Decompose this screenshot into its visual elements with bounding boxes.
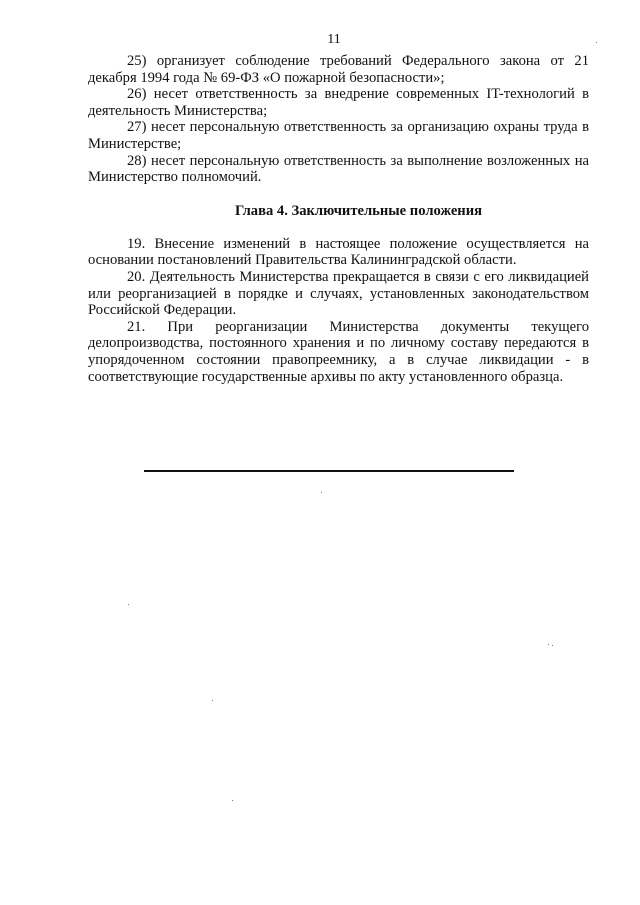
scan-speck bbox=[212, 700, 213, 701]
scan-speck bbox=[232, 800, 233, 801]
chapter-heading: Глава 4. Заключительные положения bbox=[234, 202, 483, 219]
page-number: 11 bbox=[327, 32, 341, 47]
clause-21: 21. При реорганизации Министерства документы текущего делопроизводства, постоянного хранения и по личному составу передаются в упорядоченном состоянии правопреемнику, а в случае ликвидации - в соответствующие государственные архивы по акту установленного образца. bbox=[88, 318, 589, 385]
closing-rule bbox=[144, 470, 514, 472]
document-body bbox=[88, 53, 589, 385]
list-item-27: 27) несет персональную ответственность за организацию охраны труда в Министерстве; bbox=[88, 119, 589, 152]
list-item-26: 26) несет ответственность за внедрение современных IT-технологий в деятельность Министерства; bbox=[88, 86, 589, 119]
clause-19: 19. Внесение изменений в настоящее положение осуществляется на основании постановлений Правительства Калининградской области. bbox=[88, 235, 589, 269]
list-item-28: 28) несет персональную ответственность за выполнение возложенных на Министерство полномочий. bbox=[88, 152, 589, 186]
clause-20: 20. Деятельность Министерства прекращается в связи с его ликвидацией или реорганизацией в порядке и случаях, установленных законодательством Российской Федерации. bbox=[88, 268, 589, 319]
scan-speck bbox=[548, 644, 549, 645]
scan-speck bbox=[552, 645, 553, 646]
scan-speck bbox=[321, 492, 322, 493]
list-item-25: 25) организует соблюдение требований Федерального закона от 21 декабря 1994 года № 69-ФЗ «О пожарной безопасности»; bbox=[88, 53, 589, 86]
scan-speck bbox=[596, 42, 597, 43]
scan-speck bbox=[128, 604, 129, 605]
